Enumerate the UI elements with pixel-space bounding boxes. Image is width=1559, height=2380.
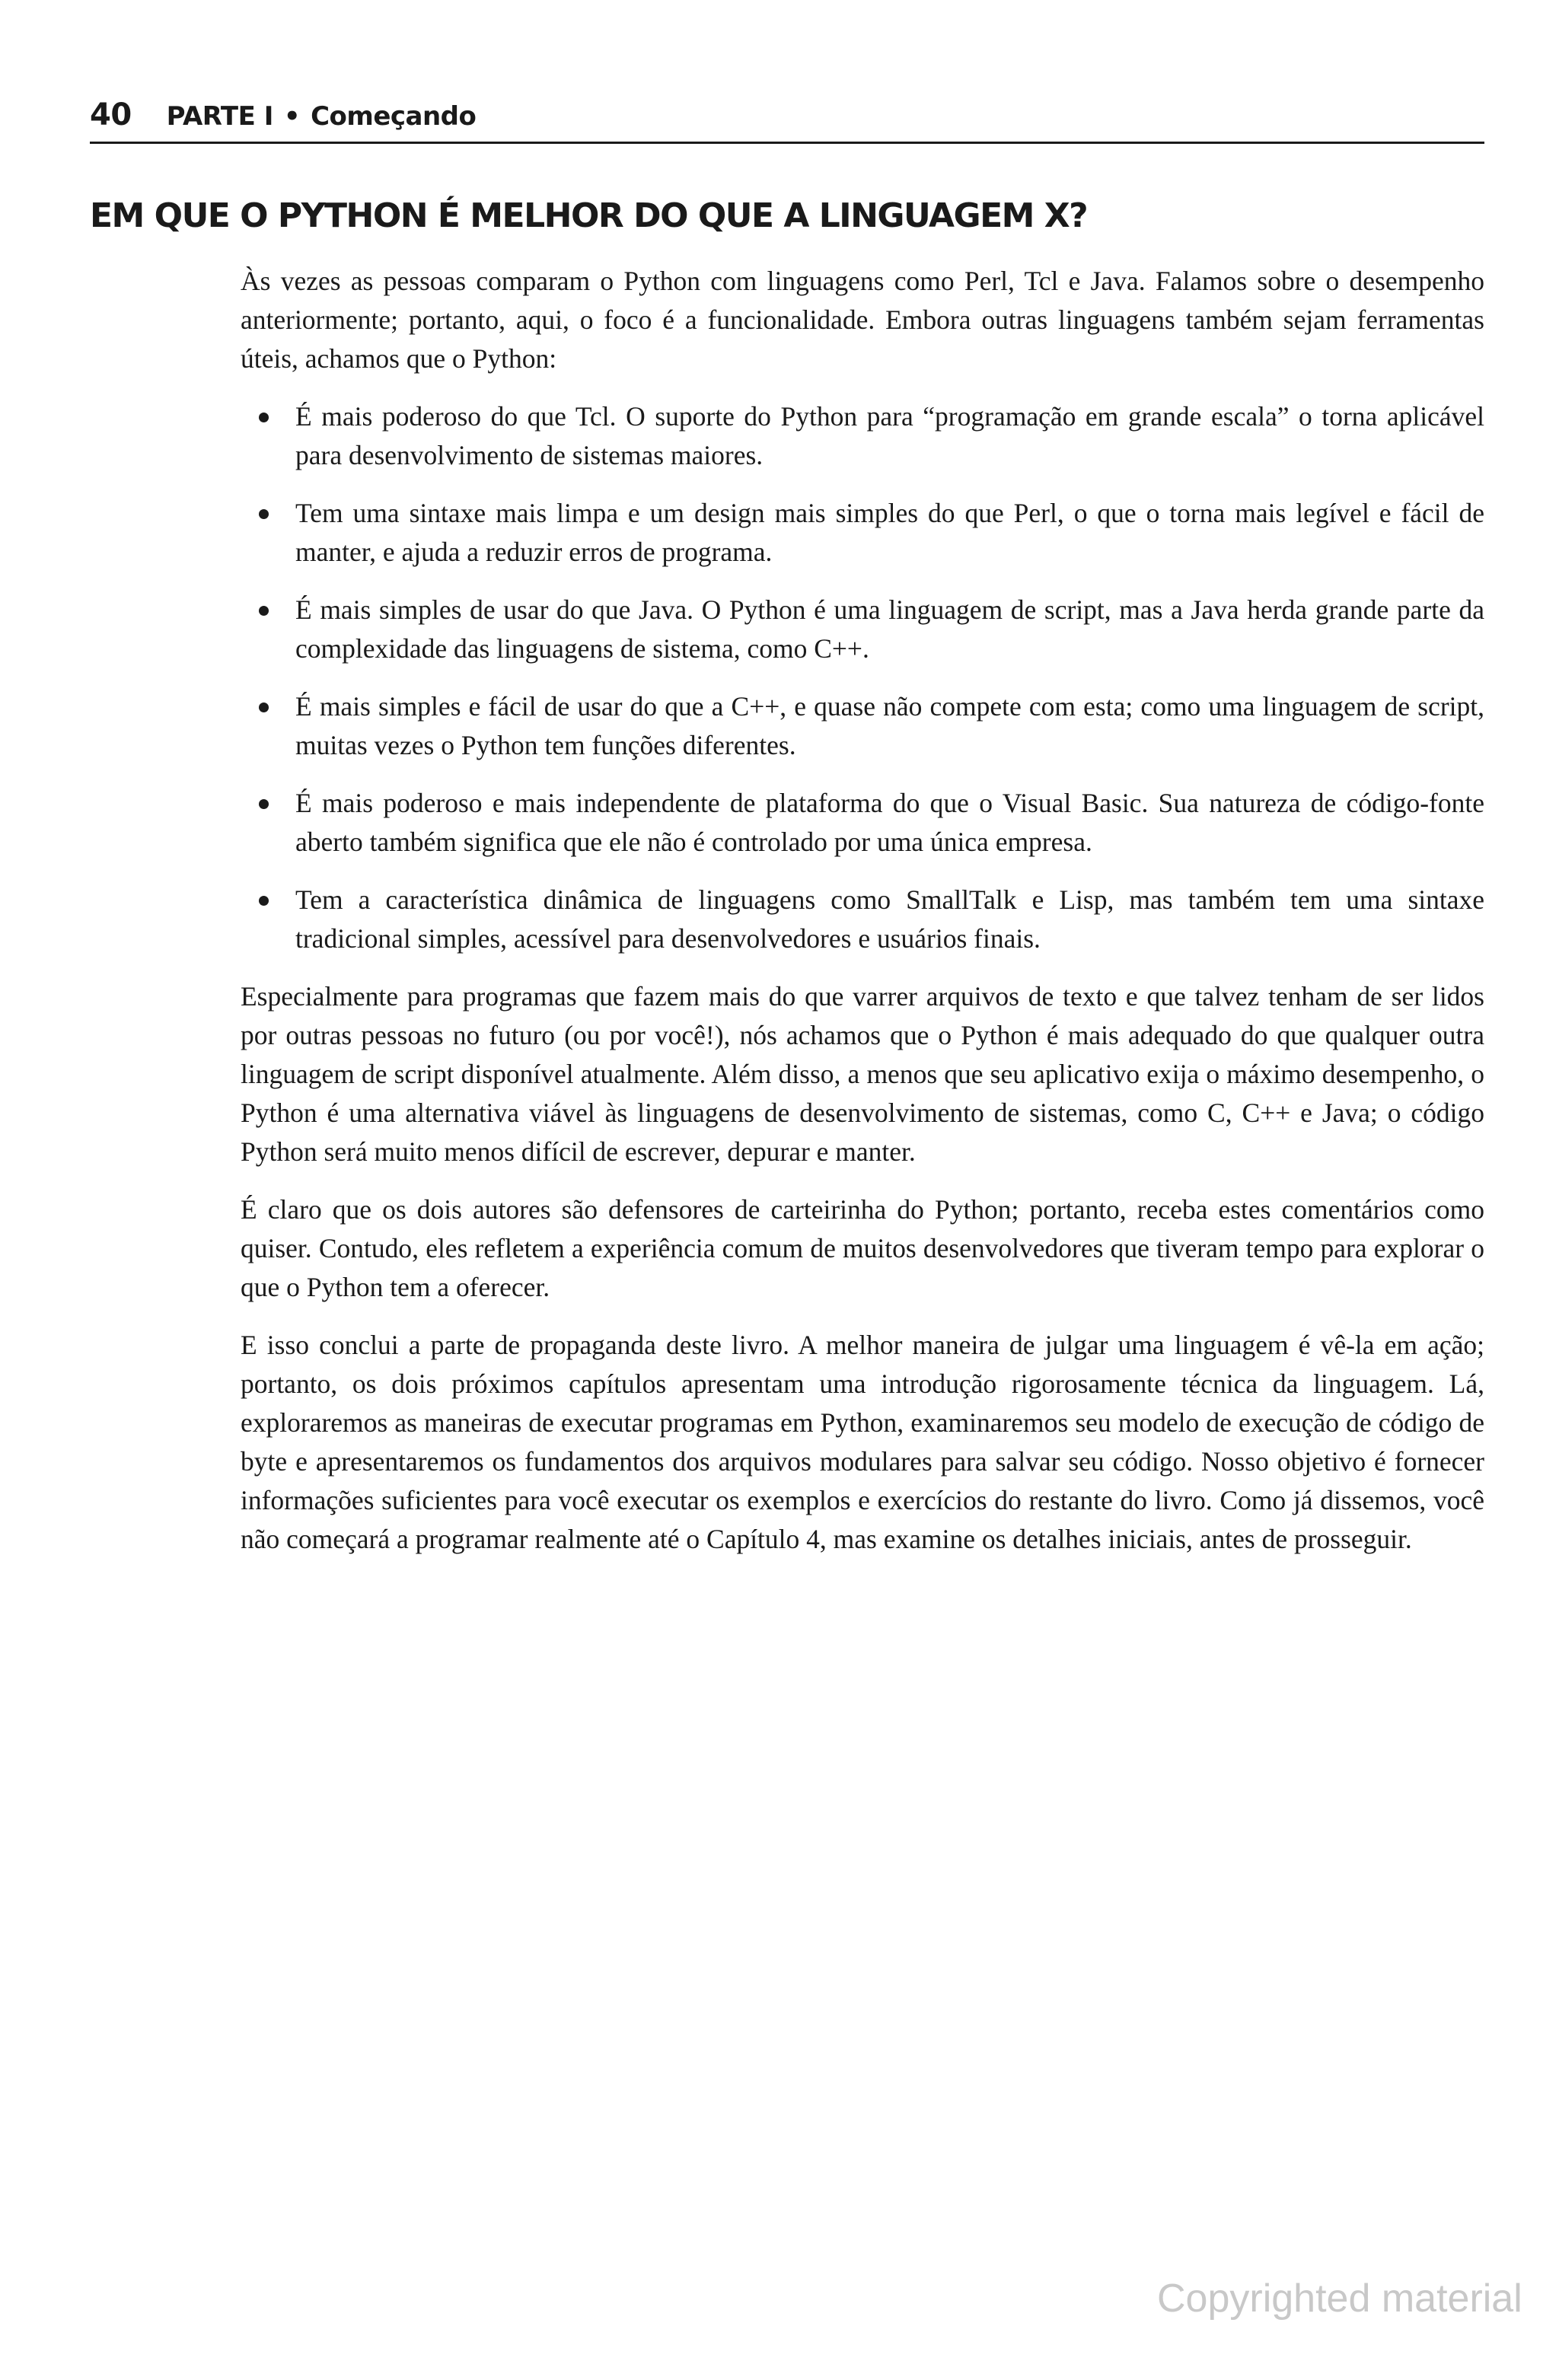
comparison-list <box>241 397 1484 958</box>
list-item <box>241 687 1484 765</box>
list-item-text: É mais simples e fácil de usar do que a C++, e quase não compete com esta; como uma linguagem de script, muitas vezes o Python tem funções diferentes. <box>295 691 1484 760</box>
list-item-text: É mais poderoso e mais independente de plataforma do que o Visual Basic. Sua natureza de código-fonte aberto também significa que ele não é controlado por uma única empresa. <box>295 788 1484 857</box>
body-paragraph: É claro que os dois autores são defensores de carteirinha do Python; portanto, receba estes comentários como quiser. Contudo, eles refletem a experiência comum de muitos desenvolvedores que tiveram tempo para explorar o que o Python tem a oferecer. <box>241 1194 1484 1302</box>
intro-paragraph: Às vezes as pessoas comparam o Python com linguagens como Perl, Tcl e Java. Falamos sobre o desempenho anteriormente; portanto, aqui, o foco é a funcionalidade. Embora outras linguagens também sejam ferramentas úteis, achamos que o Python: <box>241 266 1484 374</box>
part-label: PARTE I <box>166 101 273 132</box>
bullet-icon <box>259 606 269 616</box>
bullet-icon <box>259 703 269 712</box>
copyright-watermark: Copyrighted material <box>1157 2276 1522 2321</box>
list-item-text: Tem a característica dinâmica de linguagens como SmallTalk e Lisp, mas também tem uma sintaxe tradicional simples, acessível para desenvolvedores e usuários finais. <box>295 884 1484 954</box>
list-item <box>241 591 1484 668</box>
list-item-text: É mais poderoso do que Tcl. O suporte do Python para “programação em grande escala” o torna aplicável para desenvolvimento de sistemas maiores. <box>295 401 1484 470</box>
bullet-icon <box>259 799 269 809</box>
page-number: 40 <box>90 97 132 132</box>
running-head <box>90 97 476 132</box>
list-item <box>241 881 1484 958</box>
bullet-icon <box>259 509 269 519</box>
list-item-text: É mais simples de usar do que Java. O Python é uma linguagem de script, mas a Java herda grande parte da complexidade das linguagens de sistema, como C++. <box>295 594 1484 664</box>
list-item <box>241 494 1484 572</box>
section-title: EM QUE O PYTHON É MELHOR DO QUE A LINGUAGEM X? <box>90 196 1088 235</box>
body-paragraph: E isso conclui a parte de propaganda deste livro. A melhor maneira de julgar uma linguagem é vê-la em ação; portanto, os dois próximos capítulos apresentam uma introdução rigorosamente técnica da linguagem. Lá, exploraremos as maneiras de executar programas em Python, examinaremos seu modelo de execução de código de byte e apresentaremos os fundamentos dos arquivos modulares para salvar seu código. Nosso objetivo é fornecer informações suficientes para você executar os exemplos e exercícios do restante do livro. Como já dissemos, você não começará a programar realmente até o Capítulo 4, mas examine os detalhes iniciais, antes de prosseguir. <box>241 1330 1484 1554</box>
list-item <box>241 397 1484 475</box>
list-item-text: Tem uma sintaxe mais limpa e um design mais simples do que Perl, o que o torna mais legível e fácil de manter, e ajuda a reduzir erros de programa. <box>295 498 1484 567</box>
body-text <box>241 262 1484 1578</box>
bullet-icon <box>259 896 269 906</box>
list-item <box>241 784 1484 862</box>
body-paragraph: Especialmente para programas que fazem mais do que varrer arquivos de texto e que talvez tenham de ser lidos por outras pessoas no futuro (ou por você!), nós achamos que o Python é mais adequado do que qualquer outra linguagem de script disponível atualmente. Além disso, a menos que seu aplicativo exija o máximo desempenho, o Python é uma alternativa viável às linguagens de desenvolvimento de sistemas, como C, C++ e Java; o código Python será muito menos difícil de escrever, depurar e manter. <box>241 981 1484 1167</box>
header-separator: • <box>283 101 301 132</box>
header-rule <box>90 142 1484 144</box>
bullet-icon <box>259 413 269 422</box>
chapter-label: Começando <box>311 101 477 132</box>
